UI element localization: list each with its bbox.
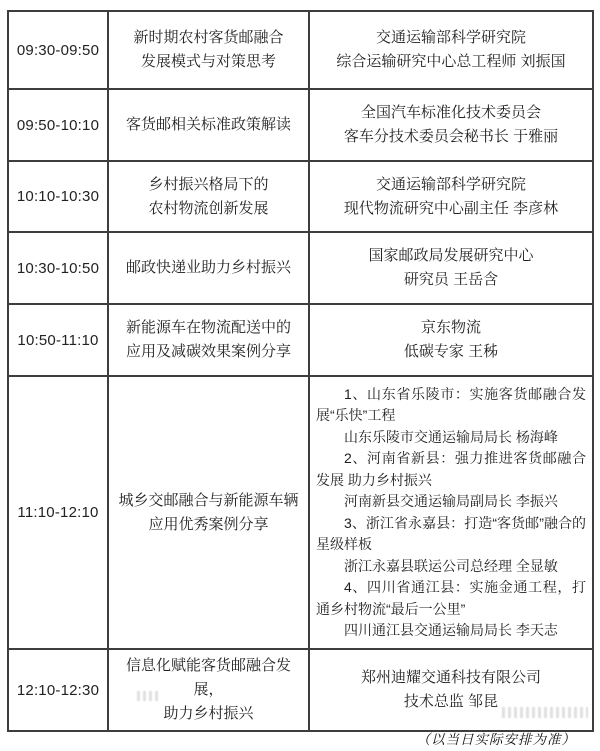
speaker-cell: [309, 649, 593, 731]
topic-cell: [108, 649, 309, 731]
speaker-cell: [309, 304, 593, 376]
case-item: 2、河南省新县：强力推进客货邮融合发展 助力乡村振兴: [316, 450, 586, 488]
speaker-name: 综合运输研究中心总工程师 刘振国: [336, 53, 566, 70]
speaker-cell: [309, 89, 593, 161]
case-speaker-name: 河南新县交通运输局副局长 李振兴: [344, 493, 558, 509]
speaker-org: 全国汽车标准化技术委员会: [360, 104, 541, 121]
time-cell: 10:10-10:30: [8, 161, 108, 232]
topic-line: 应用优秀案例分享: [148, 515, 269, 533]
case-item: 4、四川省通江县：实施金通工程，打通乡村物流“最后一公里”: [316, 579, 586, 617]
footer-note: （以当日实际安排为准）: [416, 732, 576, 748]
table-row: [8, 161, 593, 232]
case-item: 3、浙江省永嘉县：打造“客货邮”融合的星级样板: [316, 514, 586, 552]
time-cell: 12:10-12:30: [8, 649, 108, 731]
case-speaker-name: 山东乐陵市交通运输局局长 杨海峰: [344, 428, 558, 445]
topic-line: 客货邮相关标准政策解读: [125, 116, 291, 133]
speaker-org: 交通运输部科学研究院: [375, 175, 526, 193]
topic-line: 信息化赋能客货邮融合发展，: [125, 657, 291, 698]
case-list-cell: [309, 376, 593, 649]
case-speaker-name: 四川通江县交通运输局局长 李天志: [344, 622, 558, 638]
topic-cell: [108, 161, 309, 232]
time-cell: 10:50-11:10: [8, 304, 108, 376]
speaker-cell: [309, 11, 593, 89]
speaker-cell: [309, 232, 593, 304]
agenda-table: [7, 10, 594, 732]
speaker-name: 研究员 王岳含: [403, 271, 499, 288]
topic-line: 应用及减碳效果案例分享: [125, 343, 291, 360]
topic-cell: [108, 232, 309, 304]
speaker-name: 技术总监 邹昆: [403, 693, 499, 710]
time-cell: 09:30-09:50: [8, 11, 108, 89]
topic-line: 新能源车在物流配送中的: [125, 319, 291, 336]
speaker-org: 国家邮政局发展研究中心: [368, 247, 534, 264]
topic-line: 乡村振兴格局下的: [148, 175, 269, 193]
case-speaker-name: 浙江永嘉县联运公司总经理 全显敏: [344, 557, 558, 574]
speaker-org: 交通运输部科学研究院: [375, 29, 526, 46]
topic-line: 城乡交邮融合与新能源车辆: [118, 491, 299, 509]
topic-line: 发展模式与对策思考: [140, 53, 276, 70]
topic-cell: [108, 376, 309, 649]
watermark-artifact: [137, 691, 161, 701]
speaker-name: 低碳专家 王秭: [403, 343, 499, 360]
speaker-cell: [309, 161, 593, 232]
time-cell: 10:30-10:50: [8, 232, 108, 304]
watermark-artifact: [502, 707, 588, 718]
time-cell: 09:50-10:10: [8, 89, 108, 161]
time-cell: 11:10-12:10: [8, 376, 108, 649]
speaker-org: 郑州迪耀交通科技有限公司: [360, 669, 541, 686]
topic-cell: [108, 89, 309, 161]
case-item: 1、山东省乐陵市：实施客货邮融合发展“乐快”工程: [316, 385, 586, 423]
topic-line: 新时期农村客货邮融合: [133, 29, 284, 46]
topic-line: 农村物流创新发展: [148, 199, 269, 217]
table-row: [8, 649, 593, 731]
speaker-name: 客车分技术委员会秘书长 于雅丽: [343, 128, 559, 145]
table-row: [8, 304, 593, 376]
topic-cell: [108, 304, 309, 376]
topic-cell: [108, 11, 309, 89]
topic-line: 邮政快递业助力乡村振兴: [125, 259, 291, 276]
table-row: [8, 232, 593, 304]
speaker-org: 京东物流: [420, 319, 481, 336]
speaker-name: 现代物流研究中心副主任 李彦林: [343, 199, 559, 217]
table-row: [8, 89, 593, 161]
topic-line: 助力乡村振兴: [163, 705, 254, 722]
table-row: [8, 11, 593, 89]
table-row: [8, 376, 593, 649]
